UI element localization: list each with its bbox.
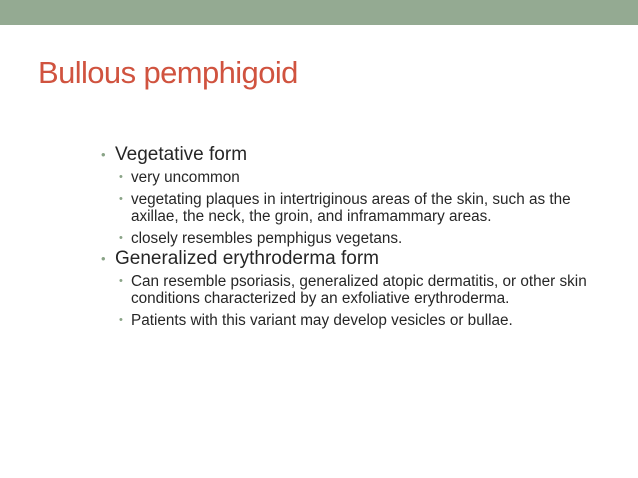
section-heading: Generalized erythroderma form xyxy=(115,248,379,269)
bullet-icon: • xyxy=(101,251,106,266)
bullet-icon: • xyxy=(119,232,123,244)
sub-bullet-text: vegetating plaques in intertriginous areas of the skin, such as the axillae, the neck, the groin, and inframammary areas. xyxy=(131,191,571,225)
bullet-list xyxy=(101,144,601,329)
sub-bullet xyxy=(119,273,601,307)
section-heading: Vegetative form xyxy=(115,144,248,165)
bullet-vegetative-form xyxy=(101,144,601,166)
sub-bullet xyxy=(119,312,601,329)
sub-bullet-text: closely resembles pemphigus vegetans. xyxy=(131,230,403,247)
bullet-icon: • xyxy=(119,193,123,205)
slide-title: Bullous pemphigoid xyxy=(38,55,298,90)
bullet-generalized-erythroderma-form xyxy=(101,248,601,270)
bullet-icon: • xyxy=(101,147,106,162)
bullet-icon: • xyxy=(119,275,123,287)
sub-bullet xyxy=(119,169,601,186)
top-accent-bar xyxy=(0,0,638,25)
sub-bullet-text: very uncommon xyxy=(131,169,240,186)
sub-bullet xyxy=(119,191,601,225)
bullet-icon: • xyxy=(119,314,123,326)
bullet-icon: • xyxy=(119,171,123,183)
sub-bullet xyxy=(119,230,601,247)
sub-bullet-text: Patients with this variant may develop vesicles or bullae. xyxy=(131,312,513,329)
sub-bullet-text: Can resemble psoriasis, generalized atopic dermatitis, or other skin conditions characterized by an exfoliative erythroderma. xyxy=(131,273,587,307)
